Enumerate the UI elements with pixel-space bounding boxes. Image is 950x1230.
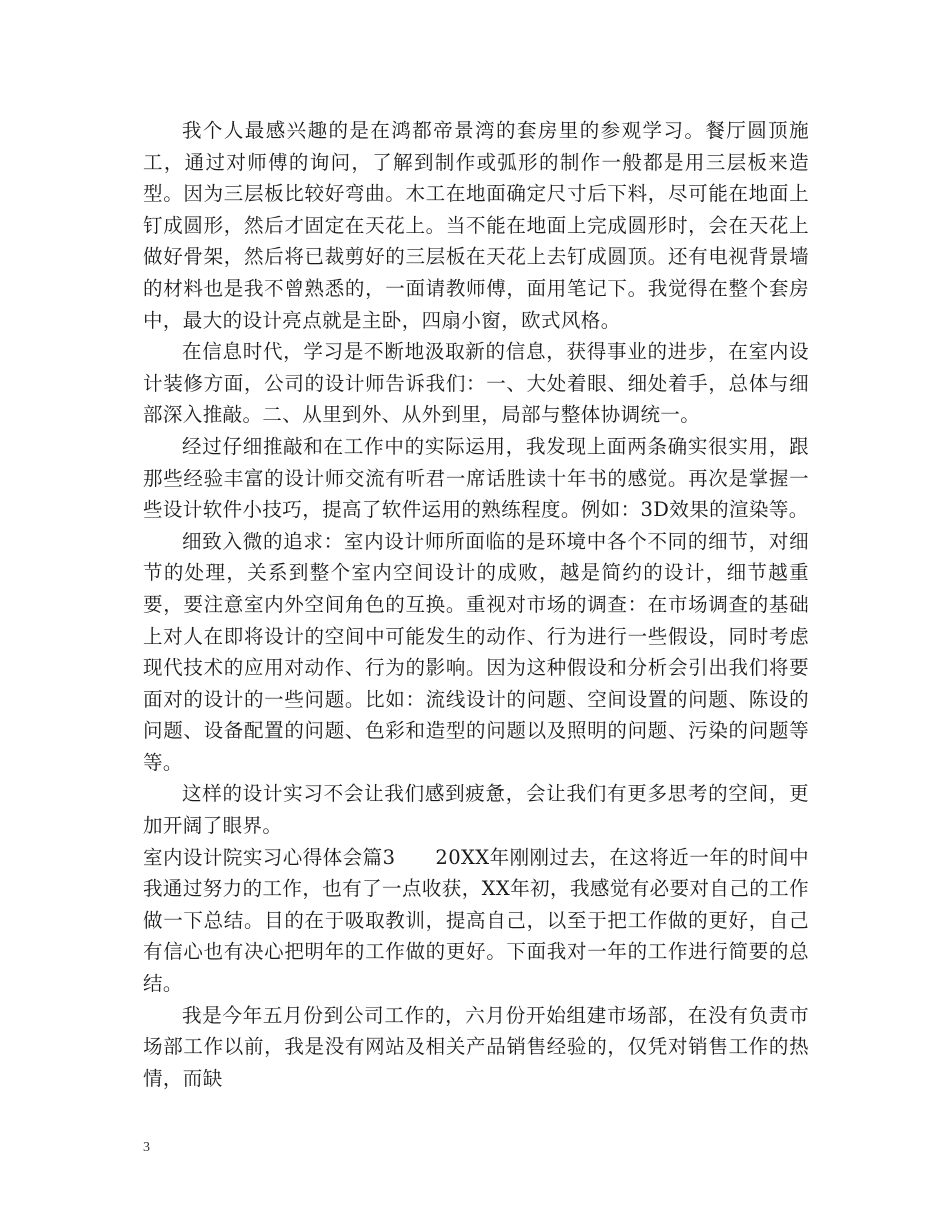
paragraph-4: 细致入微的追求：室内设计师所面临的是环境中各个不同的细节，对细节的处理，关系到整个室内空间设计的成败，越是简约的设计，细节越重要，要注意室内外空间角色的互换。重视对市场的调查：在市场调查的基础上对人在即将设计的空间中可能发生的动作、行为进行一些假设，同时考虑现代技术的应用对动作、行为的影响。因为这种假设和分析会引出我们将要面对的设计的一些问题。比如：流线设计的问题、空间设置的问题、陈设的问题、设备配置的问题、色彩和造型的问题以及照明的问题、污染的问题等等。	[143, 529, 809, 774]
page-number: 3	[143, 1140, 150, 1155]
paragraph-7: 我是今年五月份到公司工作的，六月份开始组建市场部，在没有负责市场部工作以前，我是没有网站及相关产品销售经验的，仅凭对销售工作的热情，而缺	[143, 1003, 809, 1090]
document-body	[143, 115, 809, 1094]
section-heading-paragraph: 室内设计院实习心得体会篇3 20XX年刚刚过去，在这将近一年的时间中我通过努力的工作，也有了一点收获，XX年初，我感觉有必要对自己的工作做一下总结。目的在于吸取教训，提高自己，以至于把工作做的更好，自己有信心也有决心把明年的工作做的更好。下面我对一年的工作进行简要的总结。	[143, 845, 809, 996]
paragraph-5: 这样的设计实习不会让我们感到疲惫，会让我们有更多思考的空间，更加开阔了眼界。	[143, 782, 809, 838]
paragraph-3: 经过仔细推敲和在工作中的实际运用，我发现上面两条确实很实用，跟那些经验丰富的设计师交流有听君一席话胜读十年书的感觉。再次是掌握一些设计软件小技巧，提高了软件运用的熟练程度。例如：3D效果的渲染等。	[143, 434, 809, 522]
paragraph-1: 我个人最感兴趣的是在鸿都帝景湾的套房里的参观学习。餐厅圆顶施工，通过对师傅的询问，了解到制作或弧形的制作一般都是用三层板来造型。因为三层板比较好弯曲。木工在地面确定尺寸后下料，尽可能在地面上钉成圆形，然后才固定在天花上。当不能在地面上完成圆形时，会在天花上做好骨架，然后将已裁剪好的三层板在天花上去钉成圆顶。还有电视背景墙的材料也是我不曾熟悉的，一面请教师傅，面用笔记下。我觉得在整个套房中，最大的设计亮点就是主卧，四扇小窗，欧式风格。	[143, 119, 809, 332]
paragraph-2: 在信息时代，学习是不断地汲取新的信息，获得事业的进步，在室内设计装修方面，公司的设计师告诉我们：一、大处着眼、细处着手，总体与细部深入推敲。二、从里到外、从外到里，局部与整体协调统一。	[143, 340, 809, 427]
